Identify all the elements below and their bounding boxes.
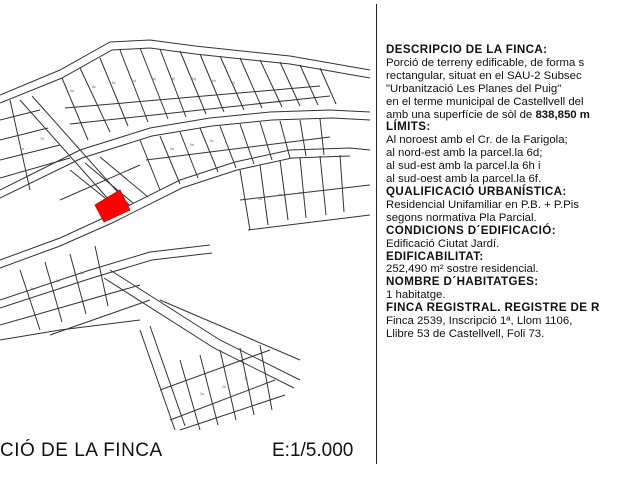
svg-text:7a: 7a <box>20 147 24 151</box>
dwellings-line: 1 habitatge. <box>386 289 446 302</box>
svg-text:3a: 3a <box>30 287 34 291</box>
qualification-line: Residencial Unifamiliar en P.B. + P.Pis <box>386 198 579 211</box>
svg-text:6a: 6a <box>70 89 74 93</box>
desc-line: "Urbanització Les Planes del Puig" <box>386 82 562 95</box>
limits-line: Al noroest amb el Cr. de la Farigola; <box>386 134 568 147</box>
heading-dwellings: NOMBRE D´HABITATGES: <box>386 275 539 289</box>
vertical-divider <box>376 4 377 464</box>
heading-description: DESCRIPCIÓ DE LA FINCA: <box>386 44 548 56</box>
svg-text:2b: 2b <box>222 385 226 389</box>
svg-text:6b: 6b <box>92 85 96 89</box>
qualification-line: segons normativa Pla Parcial. <box>386 211 537 224</box>
svg-text:5a: 5a <box>170 147 174 151</box>
heading-conditions: CONDICIONS D´EDIFICACIÓ: <box>386 223 556 237</box>
svg-text:5c: 5c <box>210 139 214 143</box>
buildability-line: 252,490 m² sostre residencial. <box>386 263 539 276</box>
svg-text:3c: 3c <box>80 271 84 275</box>
desc-line: rectangular, situat en el SAU-2 Subsec <box>386 69 582 82</box>
svg-text:6h: 6h <box>212 79 216 83</box>
svg-text:6g: 6g <box>192 77 196 81</box>
desc-line: en el terme municipal de Castellvell del <box>386 95 584 108</box>
heading-registry: FINCA REGISTRAL. REGISTRE DE R <box>386 301 600 315</box>
heading-qualification: QUALIFICACIÓ URBANÍSTICA: <box>386 184 567 198</box>
svg-text:6i: 6i <box>232 81 235 85</box>
svg-text:6d: 6d <box>132 79 136 83</box>
svg-text:6e: 6e <box>152 77 156 81</box>
heading-limits: LÍMITS: <box>386 120 431 134</box>
svg-text:4c: 4c <box>298 191 302 195</box>
svg-text:5b: 5b <box>190 143 194 147</box>
desc-area-value: 838,850 m <box>535 108 590 121</box>
desc-area-prefix: amb una superfície de sòl de <box>386 108 536 121</box>
registry-line: Llibre 53 de Castellvell, Foli 73. <box>386 327 545 340</box>
limits-line: al sud-oest amb la parcel.la 6f. <box>386 173 542 186</box>
limits-line: al nord-est amb la parcel.la 6d; <box>386 147 543 160</box>
plan-scale: E:1/5.000 <box>272 440 354 461</box>
svg-text:4a: 4a <box>258 197 262 201</box>
heading-buildability: EDIFICABILITAT: <box>386 249 484 263</box>
svg-text:6c: 6c <box>112 81 116 85</box>
registry-line: Finca 2539, Inscripció 1ª, Llom 1106, <box>386 315 573 328</box>
svg-text:3b: 3b <box>56 279 60 283</box>
svg-text:2a: 2a <box>200 392 204 396</box>
plan-title: CIÓ DE LA FINCA <box>0 440 163 461</box>
svg-text:6f: 6f <box>172 77 175 81</box>
conditions-line: Edificació Ciutat Jardí. <box>386 237 500 250</box>
svg-text:4b: 4b <box>278 193 282 197</box>
desc-line: Porció de terreny edificable, de forma s <box>386 56 585 69</box>
limits-line: al sud-est amb la parcel.la 6h i <box>386 160 541 173</box>
svg-text:2c: 2c <box>244 377 248 381</box>
description-panel <box>386 44 640 341</box>
svg-text:7b: 7b <box>40 137 44 141</box>
